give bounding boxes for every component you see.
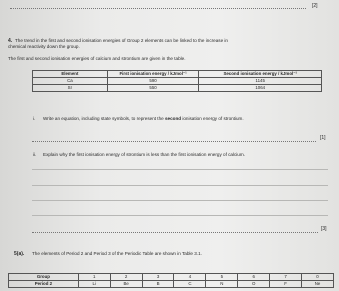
answer-line [32, 215, 328, 216]
group-number: 4 [174, 274, 206, 281]
marks-label: [2] [312, 3, 318, 9]
part-ii-label: ii. [33, 152, 37, 157]
cell-element: Sr [33, 85, 108, 92]
group-number: 5 [206, 274, 238, 281]
part-i-text-end: ionisation energy of strontium. [181, 116, 244, 121]
cell-element: Ca [33, 78, 108, 85]
group-number: 2 [110, 274, 142, 281]
answer-line [10, 8, 306, 9]
question-stem-line2: chemical reactivity down the group. [8, 44, 80, 49]
ionisation-energy-table [32, 70, 322, 92]
part-ii-question: Explain why the first ionisation energy of strontium is less than the first ionisation energy of calcium. [43, 152, 245, 157]
element-symbol: B [142, 281, 174, 288]
marks-label: [1] [320, 135, 326, 141]
table-row [33, 85, 322, 92]
element-symbol: O [238, 281, 270, 288]
answer-line [32, 232, 318, 233]
table-row [33, 78, 322, 85]
answer-line [32, 169, 328, 170]
question-stem: The elements of Period 2 and Period 3 of the Periodic Table are shown in Table 3.1. [32, 251, 202, 256]
table-header-row [33, 71, 322, 78]
table-row [9, 281, 334, 288]
element-symbol: Li [78, 281, 110, 288]
question-number: 4. [8, 38, 13, 44]
table-header-row [9, 274, 334, 281]
marks-label: [3] [321, 226, 327, 232]
group-number: 1 [78, 274, 110, 281]
answer-line [32, 185, 328, 186]
part-i-text: Write an equation, including state symbols, to represent the [43, 116, 165, 121]
part-i-label: i. [33, 116, 36, 121]
cell-first-ie: 550 [107, 85, 199, 92]
element-symbol: F [270, 281, 302, 288]
part-i-question [43, 116, 244, 121]
cell-first-ie: 590 [107, 78, 199, 85]
group-number: 6 [238, 274, 270, 281]
periodic-table [8, 273, 334, 288]
element-symbol: Be [110, 281, 142, 288]
period-header: Period 2 [9, 281, 79, 288]
question-stem-line1: The trend in the first and second ionisation energies of Group 2 elements can be linked to the increase in [15, 38, 228, 43]
table-intro: The first and second ionisation energies of calcium and strontium are given in the table. [8, 56, 186, 61]
element-symbol: C [174, 281, 206, 288]
answer-line [32, 141, 316, 142]
group-number: 3 [142, 274, 174, 281]
answer-line [32, 200, 328, 201]
cell-second-ie: 1064 [199, 85, 322, 92]
group-number: 0 [302, 274, 334, 281]
element-symbol: N [206, 281, 238, 288]
element-symbol: Ne [302, 281, 334, 288]
part-i-emphasis: second [164, 116, 182, 121]
group-header: Group [9, 274, 79, 281]
header-element: Element [33, 71, 108, 78]
cell-second-ie: 1145 [199, 78, 322, 85]
group-number: 7 [270, 274, 302, 281]
header-first-ie: First ionisation energy / kJmol⁻¹ [107, 71, 199, 78]
question-number: 5(a). [14, 251, 25, 257]
header-second-ie: Second ionisation energy / kJmol⁻¹ [199, 71, 322, 78]
